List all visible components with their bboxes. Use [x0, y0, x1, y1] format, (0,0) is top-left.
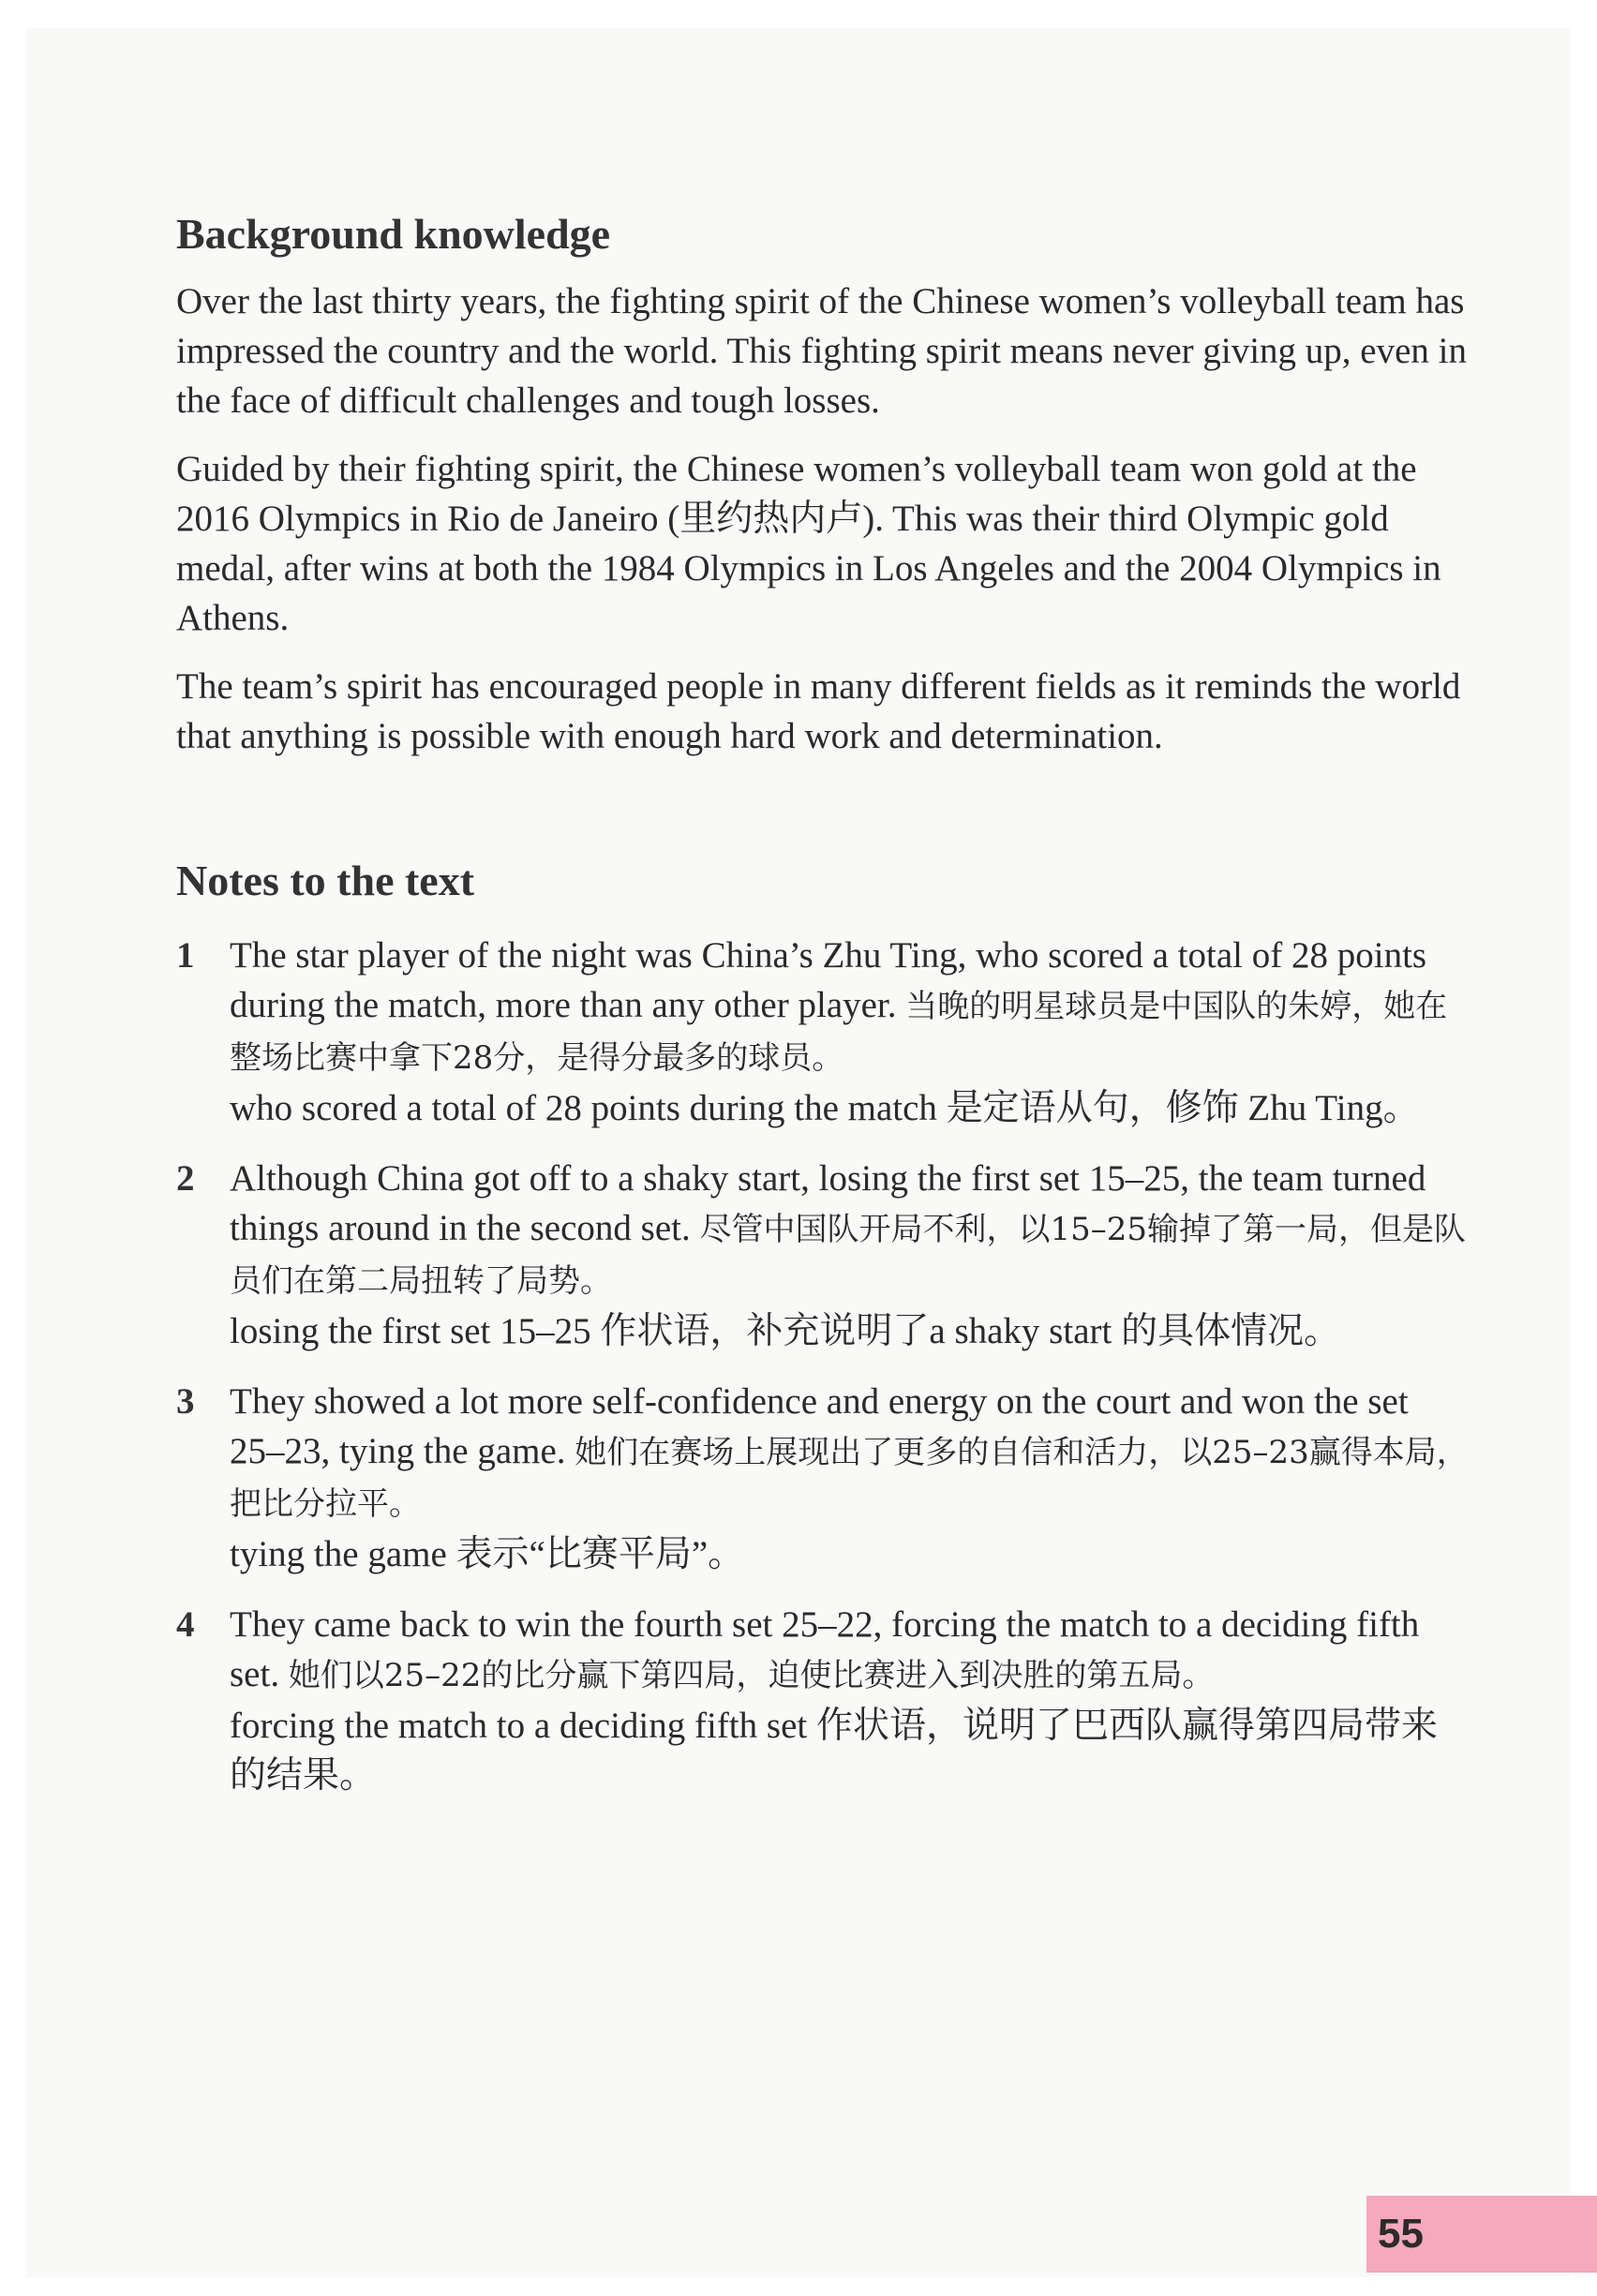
- note-text: [230, 1154, 1470, 1306]
- background-paragraph: Guided by their fighting spirit, the Chinese women’s volleyball team won gold at the 2016 Olympics in Rio de Janeiro (里约热内卢). This was their third Olympic gold medal, after wins at both the 1984 Olympics in Los Angeles and the 2004 Olympics in Athens.: [176, 449, 1441, 639]
- page-number: 55: [1378, 2211, 1424, 2257]
- note-text: [230, 1377, 1470, 1529]
- note-sentence: The star player of the night was China’s Zhu Ting, who scored a total of 28 points during the match, more than any other player.: [230, 935, 1427, 1026]
- note-translation: 当晚的明星球员是中国队的朱婷，她在整场比赛中拿下28分，是得分最多的球员。: [230, 988, 1448, 1078]
- note-number: 3: [176, 1381, 195, 1423]
- note-item: [176, 931, 1470, 1133]
- note-sentence: They came back to win the fourth set 25–22, forcing the match to a deciding fifth set.: [230, 1604, 1420, 1695]
- note-translation: 她们以25–22的比分赢下第四局，迫使比赛进入到决胜的第五局。: [288, 1657, 1215, 1695]
- note-explanation: tying the game 表示“比赛平局”。: [230, 1534, 745, 1575]
- note-translation: 尽管中国队开局不利，以15–25输掉了第一局，但是队员们在第二局扭转了局势。: [230, 1211, 1467, 1301]
- note-explanation: losing the first set 15–25 作状语，补充说明了a shaky start 的具体情况。: [230, 1311, 1341, 1352]
- note-body: [230, 1154, 1470, 1356]
- background-heading: Background knowledge: [176, 210, 611, 258]
- note-explanation: who scored a total of 28 points during the match 是定语从句，修饰 Zhu Ting。: [230, 1088, 1420, 1129]
- note-body: [230, 1377, 1470, 1579]
- book-page: [26, 28, 1571, 2277]
- note-translation: 她们在赛场上展现出了更多的自信和活力，以25–23赢得本局，把比分拉平。: [230, 1434, 1469, 1524]
- note-item: [176, 1600, 1470, 1800]
- note-item: [176, 1377, 1470, 1579]
- page-content: [176, 208, 1470, 1821]
- background-paragraph: Over the last thirty years, the fighting spirit of the Chinese women’s volleyball team has impressed the country and the world. This fighting spirit means never giving up, even in the face of difficult challenges and tough losses.: [176, 281, 1468, 422]
- note-body: [230, 1600, 1470, 1800]
- note-number: 1: [176, 935, 195, 977]
- note-text: [230, 1600, 1470, 1701]
- note-sentence: Although China got off to a shaky start, losing the first set 15–25, the team turned things around in the second set.: [230, 1158, 1426, 1249]
- note-item: [176, 1154, 1470, 1356]
- note-explanation: forcing the match to a deciding fifth set 作状语，说明了巴西队赢得第四局带来的结果。: [230, 1706, 1438, 1797]
- notes-section: [176, 855, 1470, 1800]
- note-text: [230, 931, 1470, 1083]
- note-sentence: They showed a lot more self-confidence and energy on the court and won the set 25–23, tying the game.: [230, 1381, 1409, 1472]
- background-paragraph: The team’s spirit has encouraged people in many different fields as it reminds the world that anything is possible with enough hard work and determination.: [176, 666, 1461, 757]
- note-number: 4: [176, 1604, 195, 1646]
- notes-heading: Notes to the text: [176, 857, 475, 905]
- note-body: [230, 931, 1470, 1133]
- page-number-tab: [1366, 2196, 1597, 2273]
- note-number: 2: [176, 1158, 195, 1200]
- background-section: [176, 208, 1470, 761]
